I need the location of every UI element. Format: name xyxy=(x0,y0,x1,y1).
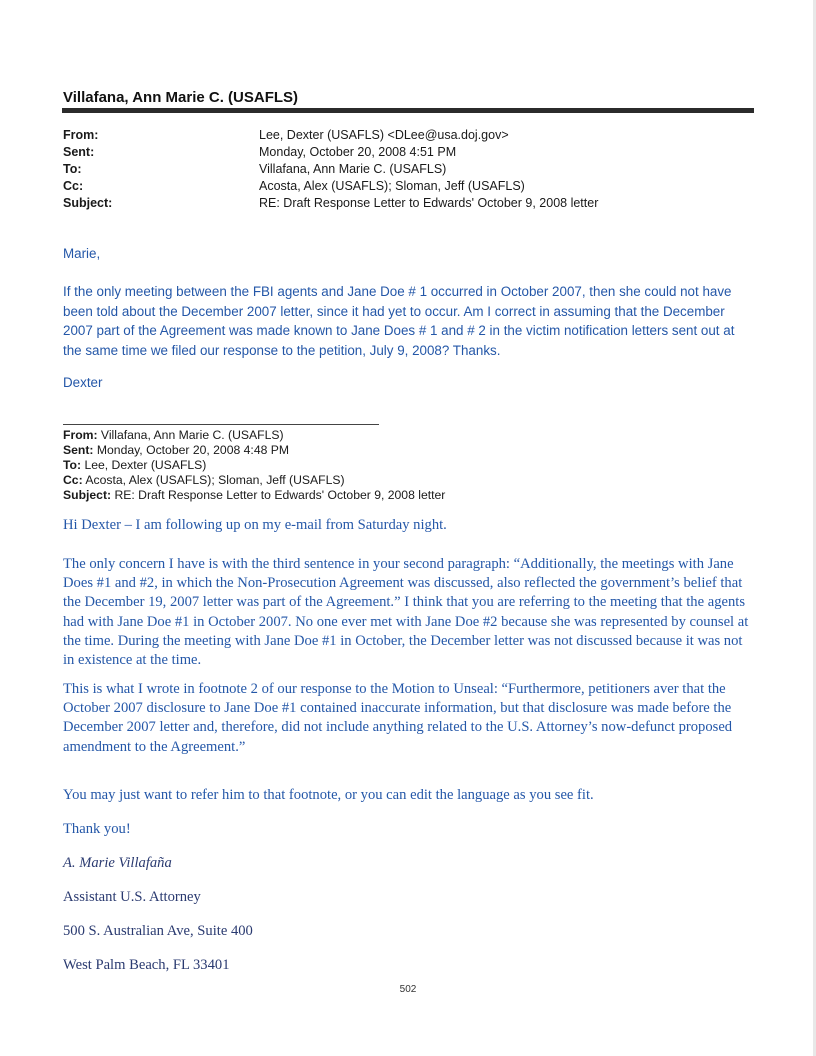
email-header xyxy=(63,127,598,212)
sent-value: Monday, October 20, 2008 4:51 PM xyxy=(259,145,457,159)
cc-value: Acosta, Alex (USAFLS); Sloman, Jeff (USAFLS) xyxy=(259,179,525,193)
quoted-to-row xyxy=(63,458,445,473)
subject-label: Subject: xyxy=(63,196,113,210)
reply-paragraph-2: This is what I wrote in footnote 2 of our response to the Motion to Unseal: “Furthermore, petitioners aver that the October 2007 disclosure to Jane Doe #1 contained inaccurate information, but that disclosure was made before the December 2007 letter and, therefore, did not include anything related to the U.S. Attorney’s now-defunct proposed amendment to the Agreement.” xyxy=(63,681,733,755)
quoted-sent-label: Sent: xyxy=(63,443,94,457)
quoted-from-row xyxy=(63,428,445,443)
mailbox-owner-title: Villafana, Ann Marie C. (USAFLS) xyxy=(63,89,299,106)
header-subject-row xyxy=(63,195,598,212)
reply-thanks: Thank you! xyxy=(63,821,131,837)
message-signoff: Dexter xyxy=(63,375,103,390)
quoted-subject-label: Subject: xyxy=(63,488,112,502)
from-label: From: xyxy=(63,128,99,142)
reply-paragraph-1: The only concern I have is with the third sentence in your second paragraph: “Additionally, the meetings with Jane Does #1 and #2, in which the Non-Prosecution Agreement was discussed, also reflected the government’s belief that the December 19, 2007 letter was part of the Agreement.” I think that you are referring to the meeting that the agents had with Jane Doe #1 in October 2007. No one ever met with Jane Doe #2 because she was represented by counsel at the time. During the meeting with Jane Doe #1 in October, the December letter was not discussed because it was not in existence at the time. xyxy=(63,556,749,669)
message-greeting: Marie, xyxy=(63,246,101,261)
header-to-row xyxy=(63,161,598,178)
signature-name: A. Marie Villafaña xyxy=(63,855,172,871)
to-value: Villafana, Ann Marie C. (USAFLS) xyxy=(259,162,447,176)
signature-address-line-1: 500 S. Australian Ave, Suite 400 xyxy=(63,923,253,939)
sent-label: Sent: xyxy=(63,145,95,159)
header-sent-row xyxy=(63,144,598,161)
quoted-from-value: Villafana, Ann Marie C. (USAFLS) xyxy=(100,428,284,442)
quoted-cc-row xyxy=(63,473,445,488)
to-label: To: xyxy=(63,162,82,176)
quoted-to-label: To: xyxy=(63,458,82,472)
quoted-to-value: Lee, Dexter (USAFLS) xyxy=(84,458,207,472)
message-body: If the only meeting between the FBI agents and Jane Doe # 1 occurred in October 2007, then she could not have been told about the December 2007 letter, since it had yet to occur. Am I correct in assuming that the December 2007 part of the Agreement was made known to Jane Does # 1 and # 2 in the victim notification letters sent out at the same time we filed our response to the petition, July 9, 2008? Thanks. xyxy=(63,284,735,358)
quoted-cc-label: Cc: xyxy=(63,473,83,487)
cc-label: Cc: xyxy=(63,179,84,193)
signature-title: Assistant U.S. Attorney xyxy=(63,889,201,905)
quoted-sent-value: Monday, October 20, 2008 4:48 PM xyxy=(96,443,290,457)
header-from-row xyxy=(63,127,598,144)
quoted-cc-value: Acosta, Alex (USAFLS); Sloman, Jeff (USAFLS) xyxy=(85,473,345,487)
signature-address-line-2: West Palm Beach, FL 33401 xyxy=(63,957,230,973)
subject-value: RE: Draft Response Letter to Edwards' October 9, 2008 letter xyxy=(259,196,599,210)
reply-opening: Hi Dexter – I am following up on my e-mail from Saturday night. xyxy=(63,517,447,533)
quoted-divider xyxy=(63,424,379,425)
quoted-sent-row xyxy=(63,443,445,458)
reply-paragraph-3: You may just want to refer him to that footnote, or you can edit the language as you see fit. xyxy=(63,787,594,803)
header-cc-row xyxy=(63,178,598,195)
quoted-header xyxy=(63,428,445,503)
from-value: Lee, Dexter (USAFLS) <DLee@usa.doj.gov> xyxy=(259,128,509,142)
quoted-subject-row xyxy=(63,488,445,503)
quoted-subject-value: RE: Draft Response Letter to Edwards' October 9, 2008 letter xyxy=(114,488,446,502)
quoted-from-label: From: xyxy=(63,428,98,442)
page-number: 502 xyxy=(399,984,417,995)
header-rule xyxy=(62,108,754,113)
